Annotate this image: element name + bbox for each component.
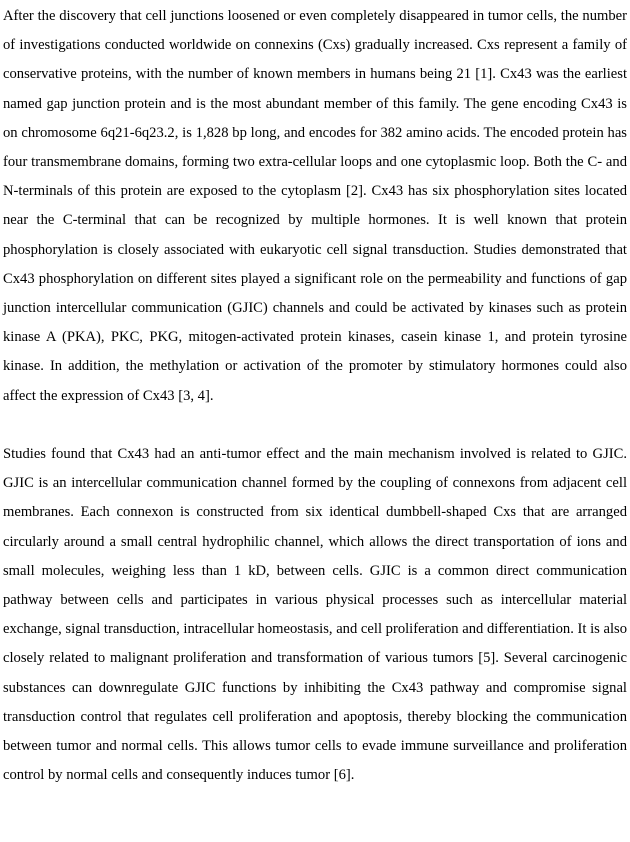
paragraph-cx43-anti-tumor: Studies found that Cx43 had an anti-tumor effect and the main mechanism involved is related to GJIC. GJIC is an intercellular communication channel formed by the coupling of connexons from adjacent cell membranes. Each connexon is constructed from six identical dumbbell-shaped Cxs that are arranged circularly around a small central hydrophilic channel, which allows the direct transportation of ions and small molecules, weighing less than 1 kD, between cells. GJIC is a common direct communication pathway between cells and participates in various physical processes such as intercellular material exchange, signal transduction, intracellular homeostasis, and cell proliferation and differentiation. It is also closely related to malignant proliferation and transformation of various tumors [5]. Several carcinogenic substances can downregulate GJIC functions by inhibiting the Cx43 pathway and compromise signal transduction control that regulates cell proliferation and apoptosis, thereby blocking the communication between tumor and normal cells. This allows tumor cells to evade immune surveillance and proliferation control by normal cells and consequently induces tumor [6]. — [3, 446, 627, 784]
paragraph-connexin-background: After the discovery that cell junctions loosened or even completely disappeared in tumor cells, the number of investigations conducted worldwide on connexins (Cxs) gradually increased. Cxs represent a family of conservative proteins, with the number of known members in humans being 21 [1]. Cx43 was the earliest named gap junction protein and is the most abundant member of this family. The gene encoding Cx43 is on chromosome 6q21-6q23.2, is 1,828 bp long, and encodes for 382 amino acids. The encoded protein has four transmembrane domains, forming two extra-cellular loops and one cytoplasmic loop. Both the C- and N-terminals of this protein are exposed to the cytoplasm [2]. Cx43 has six phosphorylation sites located near the C-terminal that can be recognized by multiple hormones. It is well known that protein phosphorylation is closely associated with eukaryotic cell signal transduction. Studies demonstrated that Cx43 phosphorylation on different sites played a significant role on the permeability and functions of gap junction intercellular communication (GJIC) channels and could be activated by kinases such as protein kinase A (PKA), PKC, PKG, mitogen-activated protein kinases, casein kinase 1, and protein tyrosine kinase. In addition, the methylation or activation of the promoter by stimulatory hormones could also affect the expression of Cx43 [3, 4]. — [3, 8, 627, 404]
document-body — [3, 2, 627, 790]
